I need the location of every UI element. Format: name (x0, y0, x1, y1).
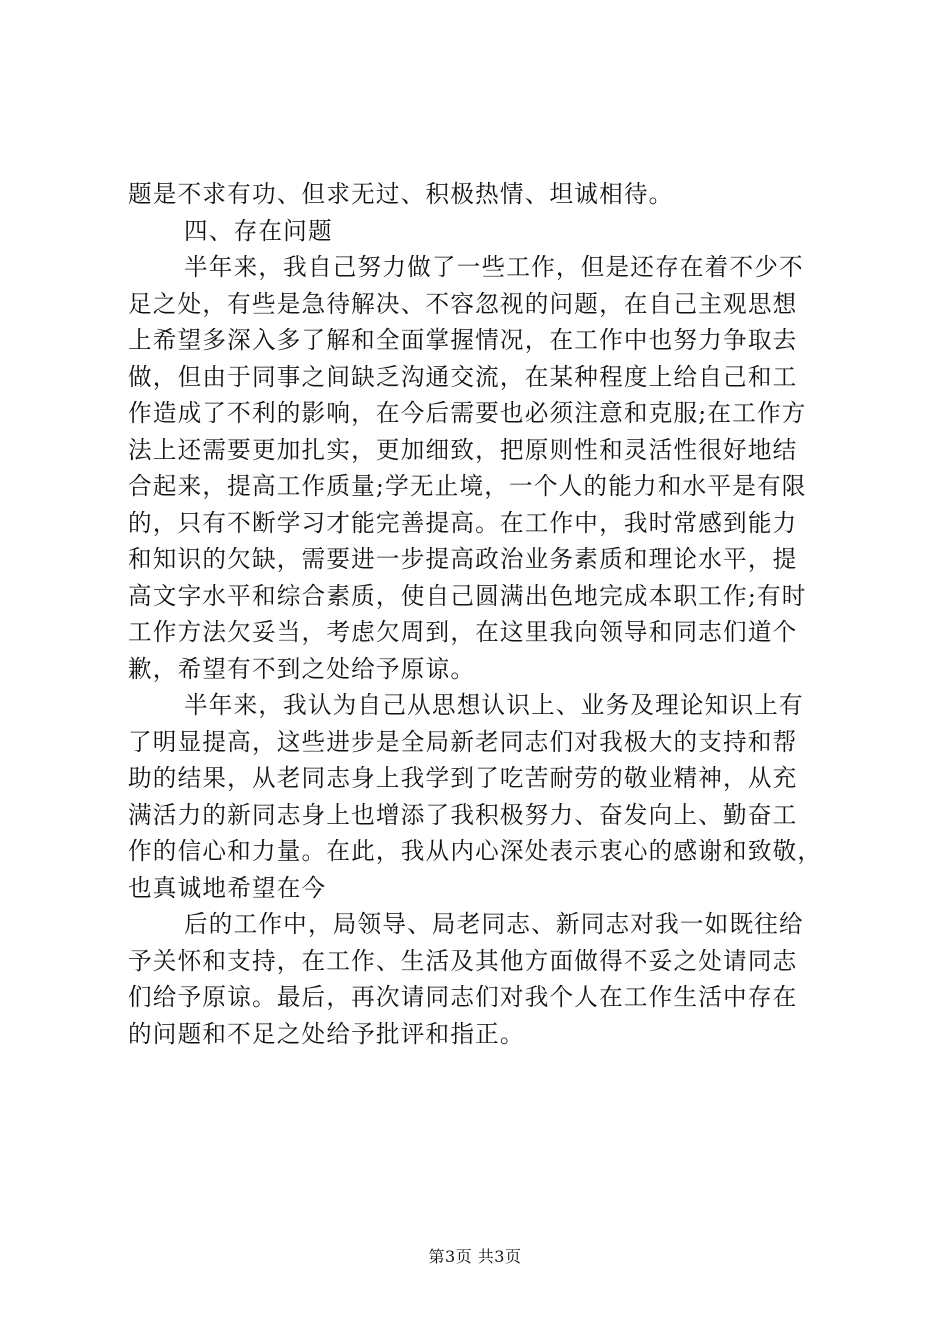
text-line: 半年来，我自己努力做了一些工作，但是还存在着不少不 (184, 253, 804, 281)
text-line: 上希望多深入多了解和全面掌握情况，在工作中也努力争取去 (128, 326, 798, 354)
text-line: 工作方法欠妥当，考虑欠周到，在这里我向领导和同志们道个 (128, 618, 798, 646)
text-line: 题是不求有功、但求无过、积极热情、坦诚相待。 (128, 180, 674, 208)
text-line: 的问题和不足之处给予批评和指正。 (128, 1019, 525, 1048)
text-line: 半年来，我认为自己从思想认识上、业务及理论知识上有 (184, 691, 804, 719)
section-heading: 四、存在问题 (184, 216, 333, 245)
text-line: 的，只有不断学习才能完善提高。在工作中，我时常感到能力 (128, 508, 798, 537)
text-line: 足之处，有些是急待解决、不容忽视的问题，在自己主观思想 (128, 289, 798, 318)
text-line: 了明显提高，这些进步是全局新老同志们对我极大的支持和帮 (128, 727, 798, 756)
text-line: 予关怀和支持，在工作、生活及其他方面做得不妥之处请同志 (128, 946, 798, 975)
text-line: 后的工作中，局领导、局老同志、新同志对我一如既往给 (184, 910, 804, 938)
text-line: 作造成了不利的影响，在今后需要也必须注意和克服;在工作方 (128, 399, 807, 427)
text-line: 法上还需要更加扎实，更加细致，把原则性和灵活性很好地结 (128, 435, 798, 464)
text-line: 做，但由于同事之间缺乏沟通交流，在某种程度上给自己和工 (128, 362, 798, 391)
text-line: 歉，希望有不到之处给予原谅。 (128, 654, 476, 683)
text-line: 和知识的欠缺，需要进一步提高政治业务素质和理论水平，提 (128, 545, 798, 573)
text-line: 满活力的新同志身上也增添了我积极努力、奋发向上、勤奋工 (128, 800, 798, 829)
text-line: 们给予原谅。最后，再次请同志们对我个人在工作生活中存在 (128, 983, 798, 1011)
text-line: 助的结果，从老同志身上我学到了吃苦耐劳的敬业精神，从充 (128, 764, 798, 792)
text-line: 也真诚地希望在今 (128, 873, 327, 902)
page-footer (0, 1244, 950, 1267)
page-number-label: 第3页 共3页 (428, 1247, 522, 1266)
text-line: 合起来，提高工作质量;学无止境，一个人的能力和水平是有限 (128, 472, 807, 500)
document-body (128, 176, 832, 1052)
text-line: 高文字水平和综合素质，使自己圆满出色地完成本职工作;有时 (128, 581, 807, 610)
text-line: 作的信心和力量。在此，我从内心深处表示衷心的感谢和致敬， (128, 837, 823, 865)
